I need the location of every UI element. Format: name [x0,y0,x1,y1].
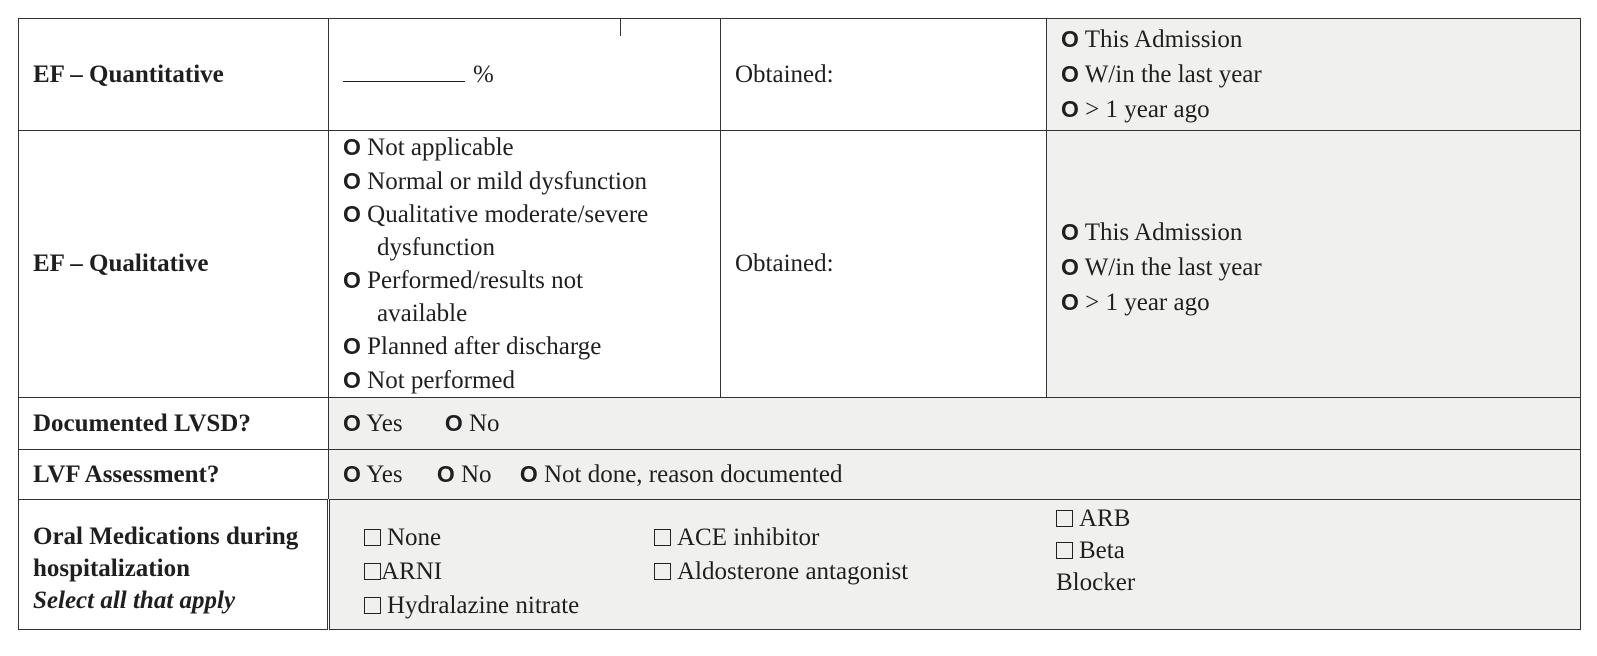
form-table [18,18,1581,630]
radio-circle-icon: O [343,201,361,227]
radio-option-moderate-severe[interactable]: O Qualitative moderate/severe dysfunction [343,201,649,261]
checkbox-arb[interactable]: ARB [1056,503,1176,535]
medical-form [18,18,1580,642]
radio-circle-icon: O [1061,26,1079,52]
radio-option-normal-mild[interactable]: O Normal or mild dysfunction [343,167,647,195]
ef-qualitative-options [329,131,721,398]
radio-option-within-last-year[interactable]: O W/in the last year [1061,61,1262,88]
radio-option-no[interactable]: O No [436,461,492,488]
radio-circle-icon: O [1061,254,1079,280]
row-documented-lvsd [19,398,1581,450]
table-top-stub-left [328,18,329,36]
radio-circle-icon: O [1061,289,1079,315]
checkbox-hydralazine-nitrate[interactable]: Hydralazine nitrate [364,589,654,623]
table-top-stub-right [1046,18,1047,36]
lvf-assessment-label: LVF Assessment? [19,450,329,500]
checkbox-arni[interactable]: ARNI [364,555,654,589]
radio-circle-icon: O [519,461,538,487]
medications-column-2 [654,501,1056,649]
checkbox-ace-inhibitor[interactable]: ACE inhibitor [654,521,1056,555]
row-lvf-assessment [19,450,1581,500]
radio-option-within-last-year[interactable]: O W/in the last year [1061,254,1262,281]
percent-unit: % [473,60,494,88]
checkbox-icon[interactable] [1056,510,1073,527]
radio-circle-icon: O [444,410,463,436]
radio-option-yes[interactable]: O Yes [343,461,403,488]
radio-circle-icon: O [436,461,455,487]
row-ef-quantitative [19,19,1581,131]
row-ef-qualitative [19,131,1581,398]
oral-medications-options [329,500,1581,630]
radio-option-over-1-year[interactable]: O > 1 year ago [1061,96,1210,123]
beta-blocker-label-continuation: Blocker [1056,568,1136,596]
checkbox-icon[interactable] [654,529,671,546]
ef-qualitative-obtained: Obtained: [721,131,1047,398]
ef-qualitative-timing [1047,131,1581,398]
checkbox-icon[interactable] [364,597,381,614]
oral-medications-label: Oral Medications during hospitalization Select all that apply [19,500,329,630]
radio-circle-icon: O [343,267,361,293]
checkbox-icon[interactable] [364,529,381,546]
radio-option-not-done-reason[interactable]: O Not done, reason documented [519,461,843,488]
radio-option-not-performed[interactable]: O Not performed [343,366,516,394]
radio-option-yes[interactable]: O Yes [343,410,403,437]
radio-circle-icon: O [1061,219,1079,245]
ef-quantitative-timing [1047,19,1581,131]
row-oral-medications [19,500,1581,630]
medications-column-1 [364,501,654,649]
checkbox-aldosterone-antagonist[interactable]: Aldosterone antagonist [654,555,1056,589]
radio-option-not-applicable[interactable]: O Not applicable [343,134,514,161]
ef-percent-field[interactable] [343,59,465,82]
radio-circle-icon: O [343,461,361,487]
radio-circle-icon: O [343,366,361,393]
radio-circle-icon: O [1061,61,1079,87]
radio-option-over-1-year[interactable]: O > 1 year ago [1061,289,1210,316]
radio-option-performed-not-available[interactable]: O Performed/results not available [343,267,584,327]
table-top-stub-middle [620,18,621,36]
checkbox-icon[interactable] [1056,542,1073,559]
radio-circle-icon: O [343,167,361,194]
documented-lvsd-options [329,398,1581,450]
medications-column-3 [1056,501,1176,631]
radio-option-this-admission[interactable]: O This Admission [1061,219,1243,246]
lvf-assessment-options [329,450,1581,500]
checkbox-none[interactable]: None [364,521,654,555]
radio-circle-icon: O [343,333,361,359]
documented-lvsd-label: Documented LVSD? [19,398,329,450]
radio-option-no[interactable]: O No [444,410,500,437]
radio-option-this-admission[interactable]: O This Admission [1061,26,1243,53]
checkbox-icon[interactable] [654,563,671,580]
ef-quantitative-value-cell [329,19,721,131]
checkbox-beta-blocker[interactable]: Beta [1056,535,1176,567]
radio-circle-icon: O [343,134,361,160]
ef-quantitative-label: EF – Quantitative [19,19,329,131]
ef-quantitative-obtained: Obtained: [721,19,1047,131]
radio-option-planned-after-discharge[interactable]: O Planned after discharge [343,333,602,360]
radio-circle-icon: O [343,410,361,436]
radio-circle-icon: O [1061,96,1079,122]
checkbox-icon[interactable] [364,563,381,580]
ef-qualitative-label: EF – Qualitative [19,131,329,398]
